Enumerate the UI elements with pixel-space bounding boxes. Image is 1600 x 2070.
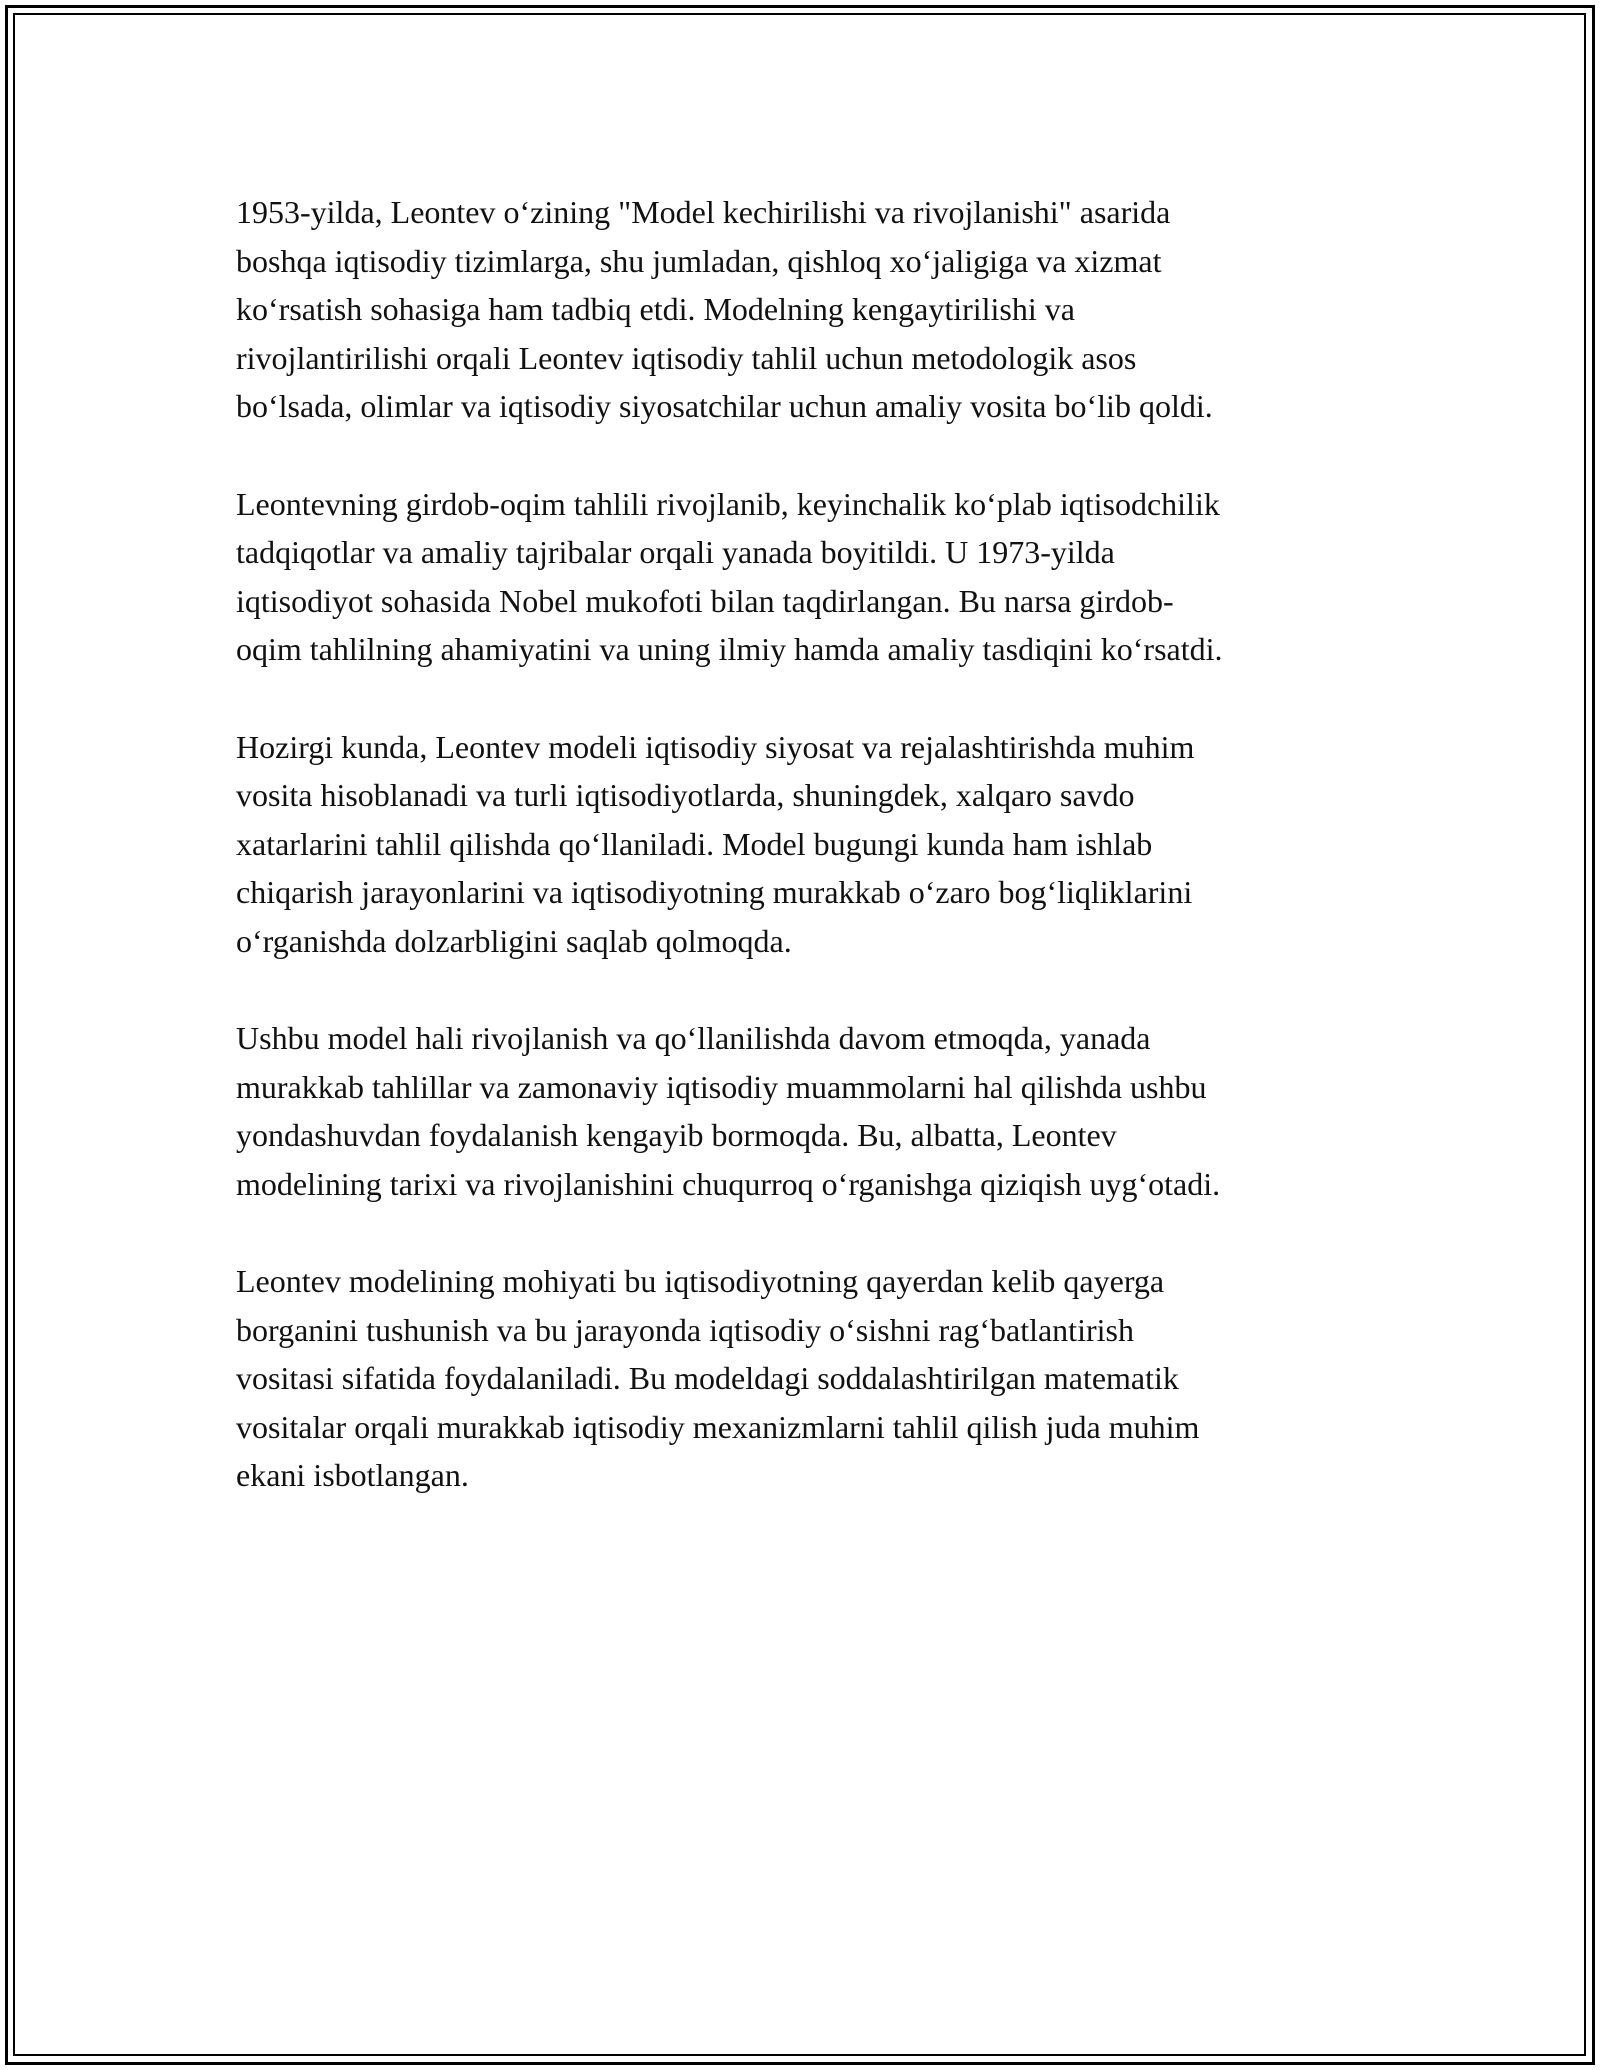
text-line: murakkab tahlillar va zamonaviy iqtisodiy muammolarni hal qilishda ushbu	[236, 1068, 1207, 1105]
text-line: chiqarish jarayonlarini va iqtisodiyotning murakkab o‘zaro bog‘liqliklarini	[236, 874, 1193, 910]
text-line: xatarlarini tahlil qilishda qo‘llaniladi. Model bugungi kunda ham ishlab	[236, 825, 1153, 862]
text-line: vositasi sifatida foydalaniladi. Bu modeldagi soddalashtirilgan matematik	[236, 1360, 1179, 1396]
paragraph-2	[236, 480, 1376, 674]
text-line: iqtisodiyot sohasida Nobel mukofoti bilan taqdirlangan. Bu narsa girdob-	[236, 582, 1174, 619]
text-line: rivojlantirilishi orqali Leontev iqtisodiy tahlil uchun metodologik asos	[236, 339, 1137, 376]
text-line: bo‘lsada, olimlar va iqtisodiy siyosatchilar uchun amaliy vosita bo‘lib qoldi.	[236, 388, 1213, 424]
paragraph-1	[236, 188, 1376, 431]
text-line: 1953-yilda, Leontev o‘zining "Model kechirilishi va rivojlanishi" asarida	[236, 194, 1171, 230]
text-line: Leontev modelining mohiyati bu iqtisodiyotning qayerdan kelib qayerga	[236, 1263, 1165, 1299]
text-line: ekani isbotlangan.	[236, 1457, 469, 1493]
paragraph-3	[236, 723, 1376, 966]
text-line: oqim tahlilning ahamiyatini va uning ilmiy hamda amaliy tasdiqini ko‘rsatdi.	[236, 631, 1223, 667]
text-line: modelining tarixi va rivojlanishini chuqurroq o‘rganishga qiziqish uyg‘otadi.	[236, 1165, 1221, 1202]
paragraph-4	[236, 1014, 1376, 1208]
text-line: vosita hisoblanadi va turli iqtisodiyotlarda, shuningdek, xalqaro savdo	[236, 777, 1135, 813]
text-line: tadqiqotlar va amaliy tajribalar orqali yanada boyitildi. U 1973-yilda	[236, 534, 1115, 570]
text-line: vositalar orqali murakkab iqtisodiy mexanizmlarni tahlil qilish juda muhim	[236, 1408, 1200, 1445]
text-line: Leontevning girdob-oqim tahlili rivojlanib, keyinchalik ko‘plab iqtisodchilik	[236, 485, 1220, 522]
text-line: Ushbu model hali rivojlanish va qo‘llanilishda davom etmoqda, yanada	[236, 1020, 1151, 1056]
text-line: ko‘rsatish sohasiga ham tadbiq etdi. Modelning kengaytirilishi va	[236, 291, 1075, 327]
text-line: borganini tushunish va bu jarayonda iqtisodiy o‘sishni rag‘batlantirish	[236, 1311, 1134, 1348]
text-line: o‘rganishda dolzarbligini saqlab qolmoqda.	[236, 922, 792, 959]
paragraph-5	[236, 1257, 1376, 1500]
text-line: yondashuvdan foydalanish kengayib bormoqda. Bu, albatta, Leontev	[236, 1117, 1117, 1153]
document-body	[236, 188, 1376, 1500]
text-line: Hozirgi kunda, Leontev modeli iqtisodiy siyosat va rejalashtirishda muhim	[236, 728, 1195, 765]
text-line: boshqa iqtisodiy tizimlarga, shu jumladan, qishloq xo‘jaligiga va xizmat	[236, 242, 1162, 279]
